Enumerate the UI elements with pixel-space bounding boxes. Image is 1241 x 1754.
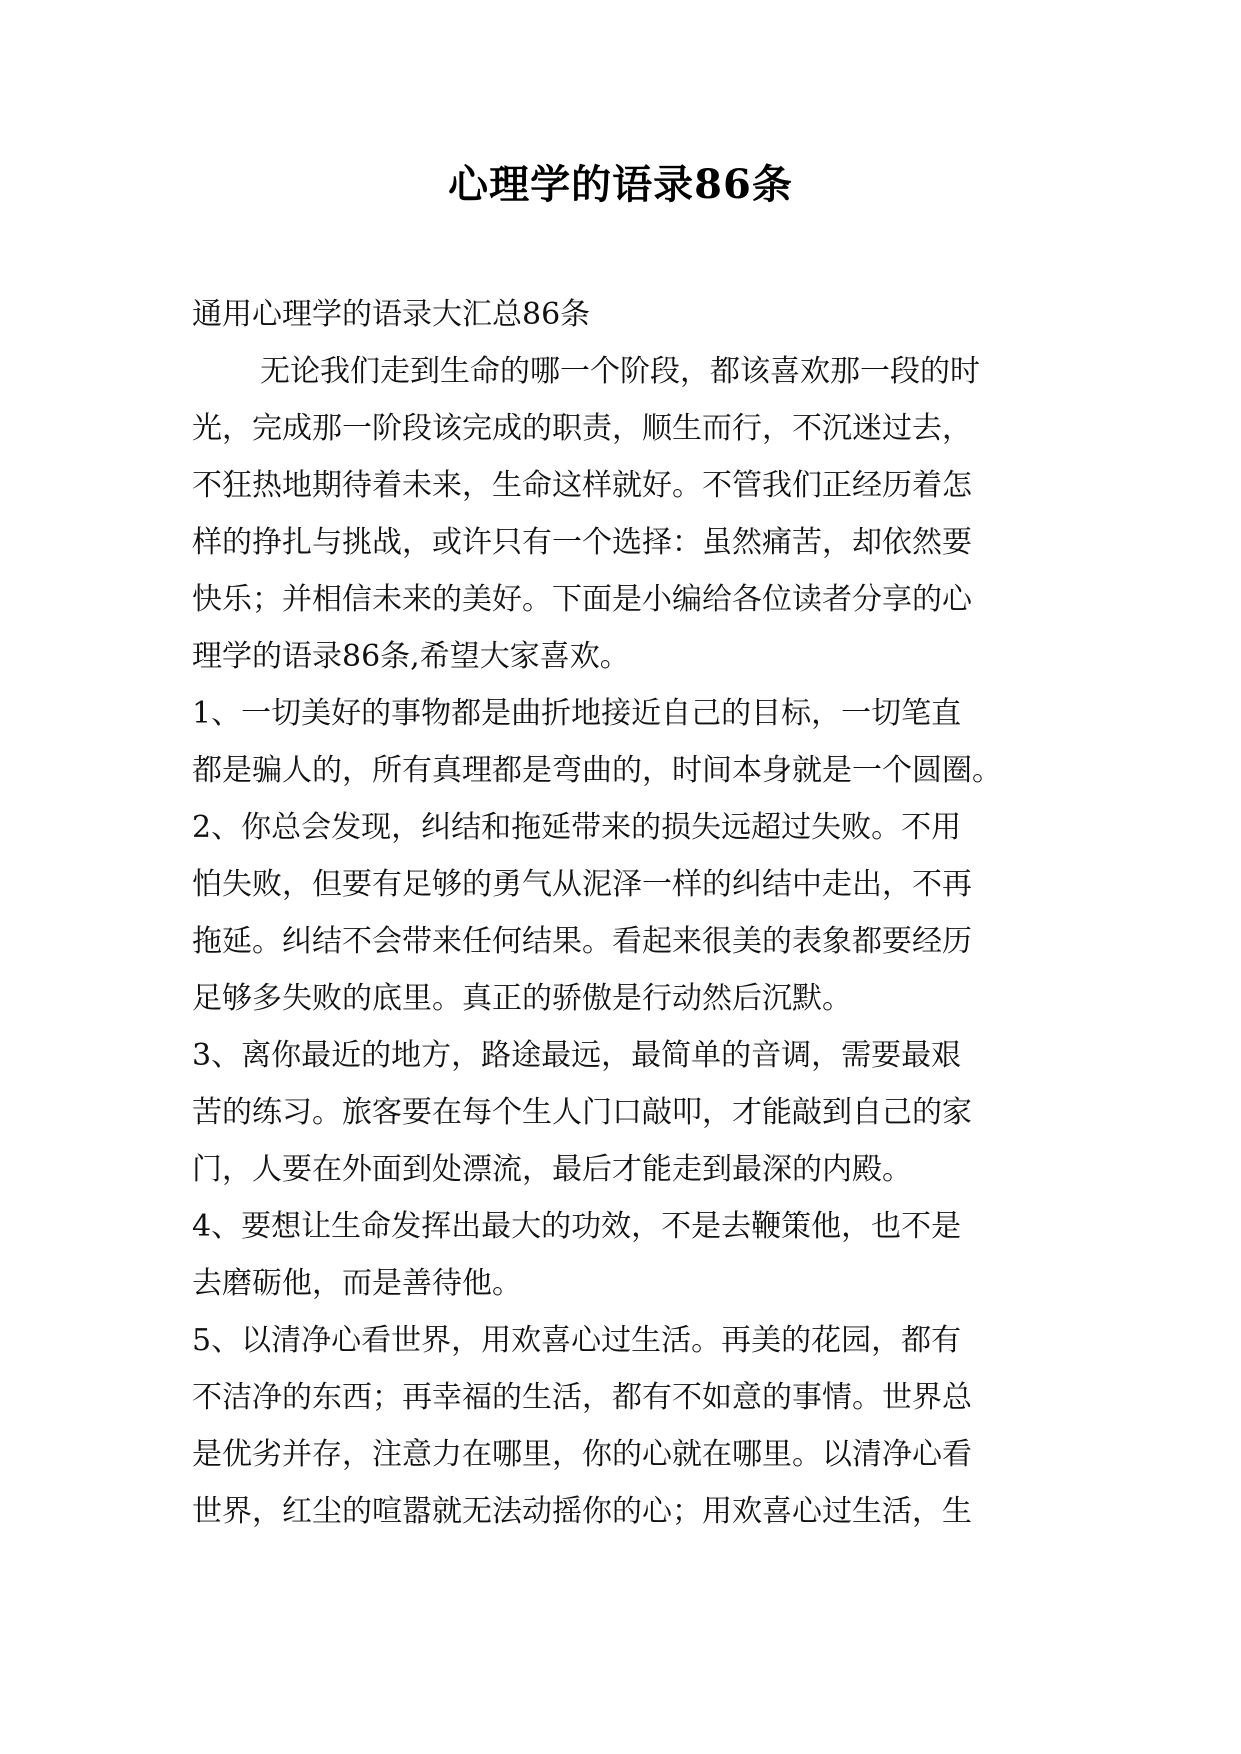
quote-3-line: 苦的练习。旅客要在每个生人门口敲叩，才能敲到自己的家 [192, 1095, 972, 1130]
quote-5-line: 5、以清净心看世界，用欢喜心过生活。再美的花园，都有 [192, 1323, 962, 1358]
quote-2-line: 足够多失败的底里。真正的骄傲是行动然后沉默。 [192, 981, 852, 1016]
quote-4-line: 去磨砺他，而是善待他。 [192, 1266, 522, 1301]
document-subtitle: 通用心理学的语录大汇总86条 [192, 297, 591, 332]
intro-line: 样的挣扎与挑战，或许只有一个选择：虽然痛苦，却依然要 [192, 525, 972, 560]
quote-5-line: 世界，红尘的喧嚣就无法动摇你的心；用欢喜心过生活，生 [192, 1494, 972, 1529]
intro-line: 快乐；并相信未来的美好。下面是小编给各位读者分享的心 [192, 582, 972, 617]
quote-3-line: 门，人要在外面到处漂流，最后才能走到最深的内殿。 [192, 1152, 912, 1187]
quote-2-line: 怕失败，但要有足够的勇气从泥泽一样的纠结中走出，不再 [192, 867, 972, 902]
quote-1-line: 1、一切美好的事物都是曲折地接近自己的目标，一切笔直 [192, 696, 962, 731]
quote-1-line: 都是骗人的，所有真理都是弯曲的，时间本身就是一个圆圈。 [192, 753, 1002, 788]
quote-5-line: 是优劣并存，注意力在哪里，你的心就在哪里。以清净心看 [192, 1437, 972, 1472]
document-body [192, 286, 1049, 1540]
document-title: 心理学的语录86条 [448, 161, 793, 208]
intro-line: 不狂热地期待着未来，生命这样就好。不管我们正经历着怎 [192, 468, 972, 503]
intro-line: 理学的语录86条,希望大家喜欢。 [192, 639, 630, 674]
intro-line: 无论我们走到生命的哪一个阶段，都该喜欢那一段的时 [260, 354, 980, 389]
quote-3-line: 3、离你最近的地方，路途最远，最简单的音调，需要最艰 [192, 1038, 962, 1073]
quote-2-line: 2、你总会发现，纠结和拖延带来的损失远超过失败。不用 [192, 810, 962, 845]
quote-4-line: 4、要想让生命发挥出最大的功效，不是去鞭策他，也不是 [192, 1209, 962, 1244]
intro-line: 光，完成那一阶段该完成的职责，顺生而行，不沉迷过去， [192, 411, 972, 446]
quote-5-line: 不洁净的东西；再幸福的生活，都有不如意的事情。世界总 [192, 1380, 972, 1415]
quote-2-line: 拖延。纠结不会带来任何结果。看起来很美的表象都要经历 [192, 924, 972, 959]
